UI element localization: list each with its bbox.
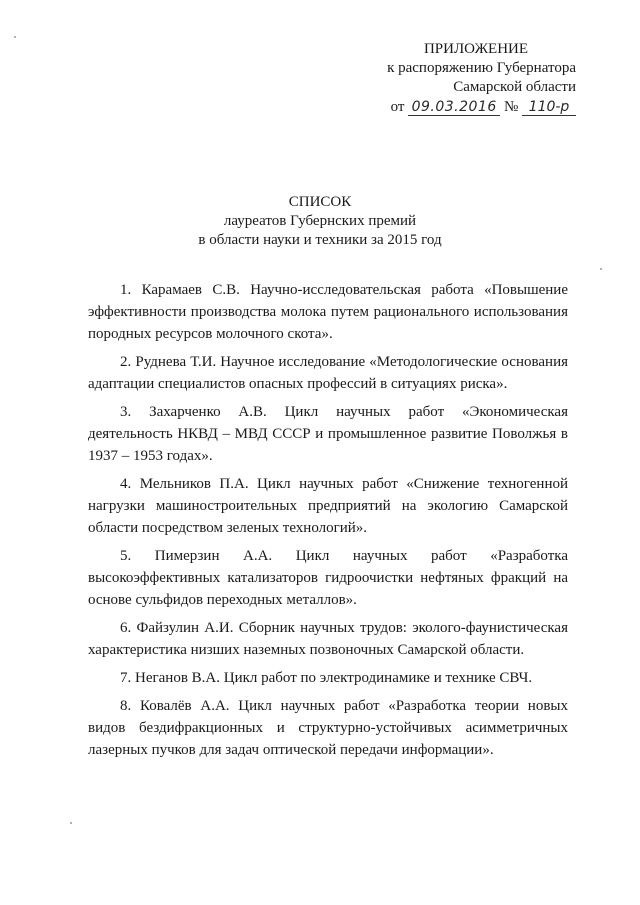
laureate-item: 4. Мельников П.А. Цикл научных работ «Снижение техногенной нагрузки машиностроительных предприятий на экологию Самарской области посредством зеленых технологий». [88, 476, 568, 536]
scan-speck [600, 268, 602, 270]
laureate-item: 1. Карамаев С.В. Научно-исследовательская работа «Повышение эффективности производства молока путем рационального использования породных ресурсов молочного скота». [88, 282, 568, 342]
document-heading: СПИСОК [288, 194, 352, 210]
scan-speck [70, 822, 72, 824]
laureates-list [88, 279, 568, 767]
laureate-item: 6. Файзулин А.И. Сборник научных трудов: эколого-фаунистическая характеристика низших наземных позвоночных Самарской области. [88, 620, 568, 658]
laureate-item: 5. Пимерзин А.А. Цикл научных работ «Разработка высокоэффективных катализаторов гидроочистки нефтяных фракций на основе сульфидов переходных металлов». [88, 548, 568, 608]
laureate-item: 7. Неганов В.А. Цикл работ по электродинамике и технике СВЧ. [120, 670, 533, 686]
document-subtitle-line1: лауреатов Губернских премий [223, 213, 417, 229]
appendix-header [316, 40, 576, 117]
order-date-number-line [316, 98, 576, 117]
date-prefix: от [390, 99, 405, 115]
number-sign: № [503, 99, 519, 115]
scan-speck [14, 36, 16, 38]
document-subtitle-line2: в области науки и техники за 2015 год [198, 232, 442, 248]
handwritten-order-number: 110-р [522, 100, 576, 116]
laureate-item: 3. Захарченко А.В. Цикл научных работ «Экономическая деятельность НКВД – МВД СССР и промышленное развитие Поволжья в 1937 – 1953 годах». [88, 404, 568, 464]
appendix-region: Самарской области [453, 79, 576, 95]
appendix-order-reference: к распоряжению Губернатора [387, 60, 576, 76]
laureate-item: 2. Руднева Т.И. Научное исследование «Методологические основания адаптации специалистов опасных профессий в ситуациях риска». [88, 354, 568, 392]
document-title-block [0, 193, 640, 250]
handwritten-date: 09.03.2016 [408, 100, 500, 116]
appendix-title: ПРИЛОЖЕНИЕ [423, 41, 529, 57]
laureate-item: 8. Ковалёв А.А. Цикл научных работ «Разработка теории новых видов бездифракционных и структурно-устойчивых асимметричных лазерных пучков для задач оптической передачи информации». [88, 698, 568, 758]
